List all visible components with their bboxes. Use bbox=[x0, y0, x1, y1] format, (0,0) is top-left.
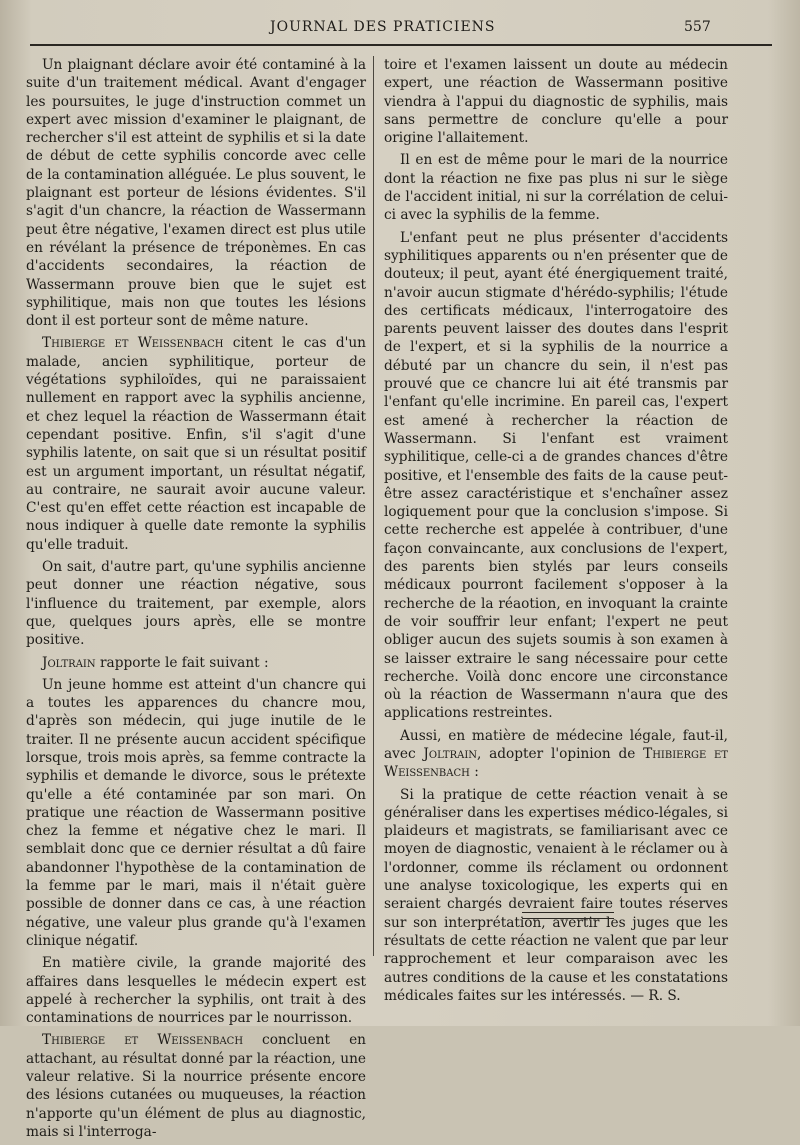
author-names: Thibierge et Weissenbach bbox=[42, 335, 224, 352]
right-column bbox=[384, 56, 728, 1009]
column-divider bbox=[373, 56, 374, 956]
author-names: Thibierge et Weissenbach bbox=[384, 745, 728, 781]
author-name: Joltrain bbox=[42, 654, 96, 671]
paragraph bbox=[26, 334, 366, 554]
paragraph-text: concluent en attachant, au résultat donné par la réaction, une valeur relative. Si la nourrice présente encore des lésions cutanées ou muqueuses, la réaction n'apporte qu'un élément de plus au diagnostic, mais si l'interroga- bbox=[26, 1032, 366, 1140]
paragraph: En matière civile, la grande majorité des affaires dans lesquelles le médecin expert est appelé à rechercher la syphilis, ont trait à des contaminations de nourrices par le nourrisson. bbox=[26, 955, 366, 1027]
paragraph bbox=[26, 1031, 366, 1141]
paragraph-text: , adopter l'opinion de bbox=[477, 745, 644, 762]
paragraph-text: Aussi, en matière de médecine légale, faut-il, avec bbox=[384, 727, 728, 762]
end-rule bbox=[522, 912, 614, 919]
paragraph-text: rapporte le fait suivant : bbox=[95, 654, 269, 671]
left-column bbox=[26, 56, 366, 1145]
paragraph: Il en est de même pour le mari de la nourrice dont la réaction ne fixe pas plus ni sur le siège de l'accident initial, ni sur la corrélation de celui-ci avec la syphilis de la femme. bbox=[384, 152, 728, 224]
paragraph: Un plaignant déclare avoir été contaminé à la suite d'un traitement médical. Avant d'engager les poursuites, le juge d'instruction commet un expert avec mission d'examiner le plaignant, de rechercher s'il est atteint de syphilis et si la date de début de cette syphilis concorde avec celle de la contamination alléguée. Le plus souvent, le plaignant est porteur de lésions évidentes. S'il s'agit d'un chancre, la réaction de Wassermann peut être négative, l'examen direct est plus utile en révélant la présence de tréponèmes. En cas d'accidents secondaires, la réaction de Wassermann prouve bien que le sujet est syphilitique, mais non que toutes les lésions dont il est porteur sont de même nature. bbox=[26, 57, 366, 330]
page-header bbox=[0, 16, 800, 42]
paragraph-text: : bbox=[469, 764, 479, 781]
running-title: JOURNAL DES PRATICIENS bbox=[270, 19, 496, 35]
paragraph: On sait, d'autre part, qu'une syphilis ancienne peut donner une réaction négative, sous l'influence du traitement, par exemple, alors que, quelques jours après, elle se montre positive. bbox=[26, 559, 366, 649]
paragraph: Si la pratique de cette réaction venait à se généraliser dans les expertises médico-légales, si plaideurs et magistrats, se familiarisant avec ce moyen de diagnostic, venaient à le réclamer ou à l'ordonner, comme ils réclament ou ordonnent une analyse toxicologique, les experts qui en seraient chargés devraient faire toutes réserves sur son interprétation, avertir les juges que les résultats de cette réaction ne valent que par leur rapprochement et leur comparaison avec les autres conditions de la cause et les constatations médicales faites sur les intéressés. — R. S. bbox=[384, 786, 728, 1004]
header-rule bbox=[30, 44, 772, 46]
author-names: Thibierge et Weissenbach bbox=[42, 1032, 244, 1049]
paragraph: Un jeune homme est atteint d'un chancre qui a toutes les apparences du chancre mou, d'après son médecin, qui juge inutile de le traiter. Il ne présente aucun accident spécifique lorsque, trois mois après, sa femme contracte la syphilis et demande le divorce, sous le prétexte qu'elle a été contaminée par son mari. On pratique une réaction de Wassermann positive chez la femme et négative chez le mari. Il semblait donc que ce dernier résultat a dû faire abandonner l'hypothèse de la contamination de la femme par le mari, mais il n'était guère possible de donner dans ce cas, à une réaction négative, une valeur plus grande qu'à l'examen clinique négatif. bbox=[26, 676, 366, 949]
paragraph-text: citent le cas d'un malade, ancien syphilitique, porteur de végétations syphiloïdes, qui ne paraissaient nullement en rapport avec la syphilis ancienne, et chez lequel la réaction de Wassermann était cependant positive. Enfin, s'il s'agit d'une syphilis latente, on sait que si un résultat positif est un argument important, un résultat négatif, au contraire, ne saurait avoir aucune valeur. C'est qu'en effet cette réaction est incapable de nous indiquer à quelle date remonte la syphilis qu'elle traduit. bbox=[26, 335, 366, 553]
author-name: Joltrain bbox=[423, 745, 478, 762]
paragraph bbox=[384, 727, 728, 782]
paragraph: toire et l'examen laissent un doute au médecin expert, une réaction de Wassermann positive viendra à l'appui du diagnostic de syphilis, mais sans permettre de conclure qu'elle a pour origine l'allaitement. bbox=[384, 57, 728, 147]
page-number: 557 bbox=[684, 19, 711, 35]
paragraph: L'enfant peut ne plus présenter d'accidents syphilitiques apparents ou n'en présenter que de douteux; il peut, ayant été énergiquement traité, n'avoir aucun stigmate d'hérédo-syphilis; l'étude des certificats médicaux, l'interrogatoire des parents peuvent laisser des doutes dans l'esprit de l'expert, et si la syphilis de la nourrice a débuté par un chancre du sein, il n'est pas prouvé que ce chancre lui ait été transmis par l'enfant qu'elle incrimine. En pareil cas, l'expert est amené à rechercher la réaction de Wassermann. Si l'enfant est vraiment syphilitique, celle-ci a de grandes chances d'être positive, et l'ensemble des faits de la cause peut-être assez caractéristique et s'enchaîner assez logiquement pour que la conclusion s'impose. Si cette recherche est appelée à contribuer, d'une façon convaincante, aux conclusions de l'expert, des parents bien stylés par leurs conseils médicaux pourront facilement s'opposer à la recherche de la réaotion, en invoquant la crainte de voir souffrir leur enfant; l'expert ne peut obliger aucun des sujets soumis à son examen à se laisser extraire le sang nécessaire pour cette recherche. Voilà donc encore une circonstance où la réaction de Wassermann n'aura que des applications restreintes. bbox=[384, 229, 728, 722]
paragraph bbox=[26, 654, 366, 672]
